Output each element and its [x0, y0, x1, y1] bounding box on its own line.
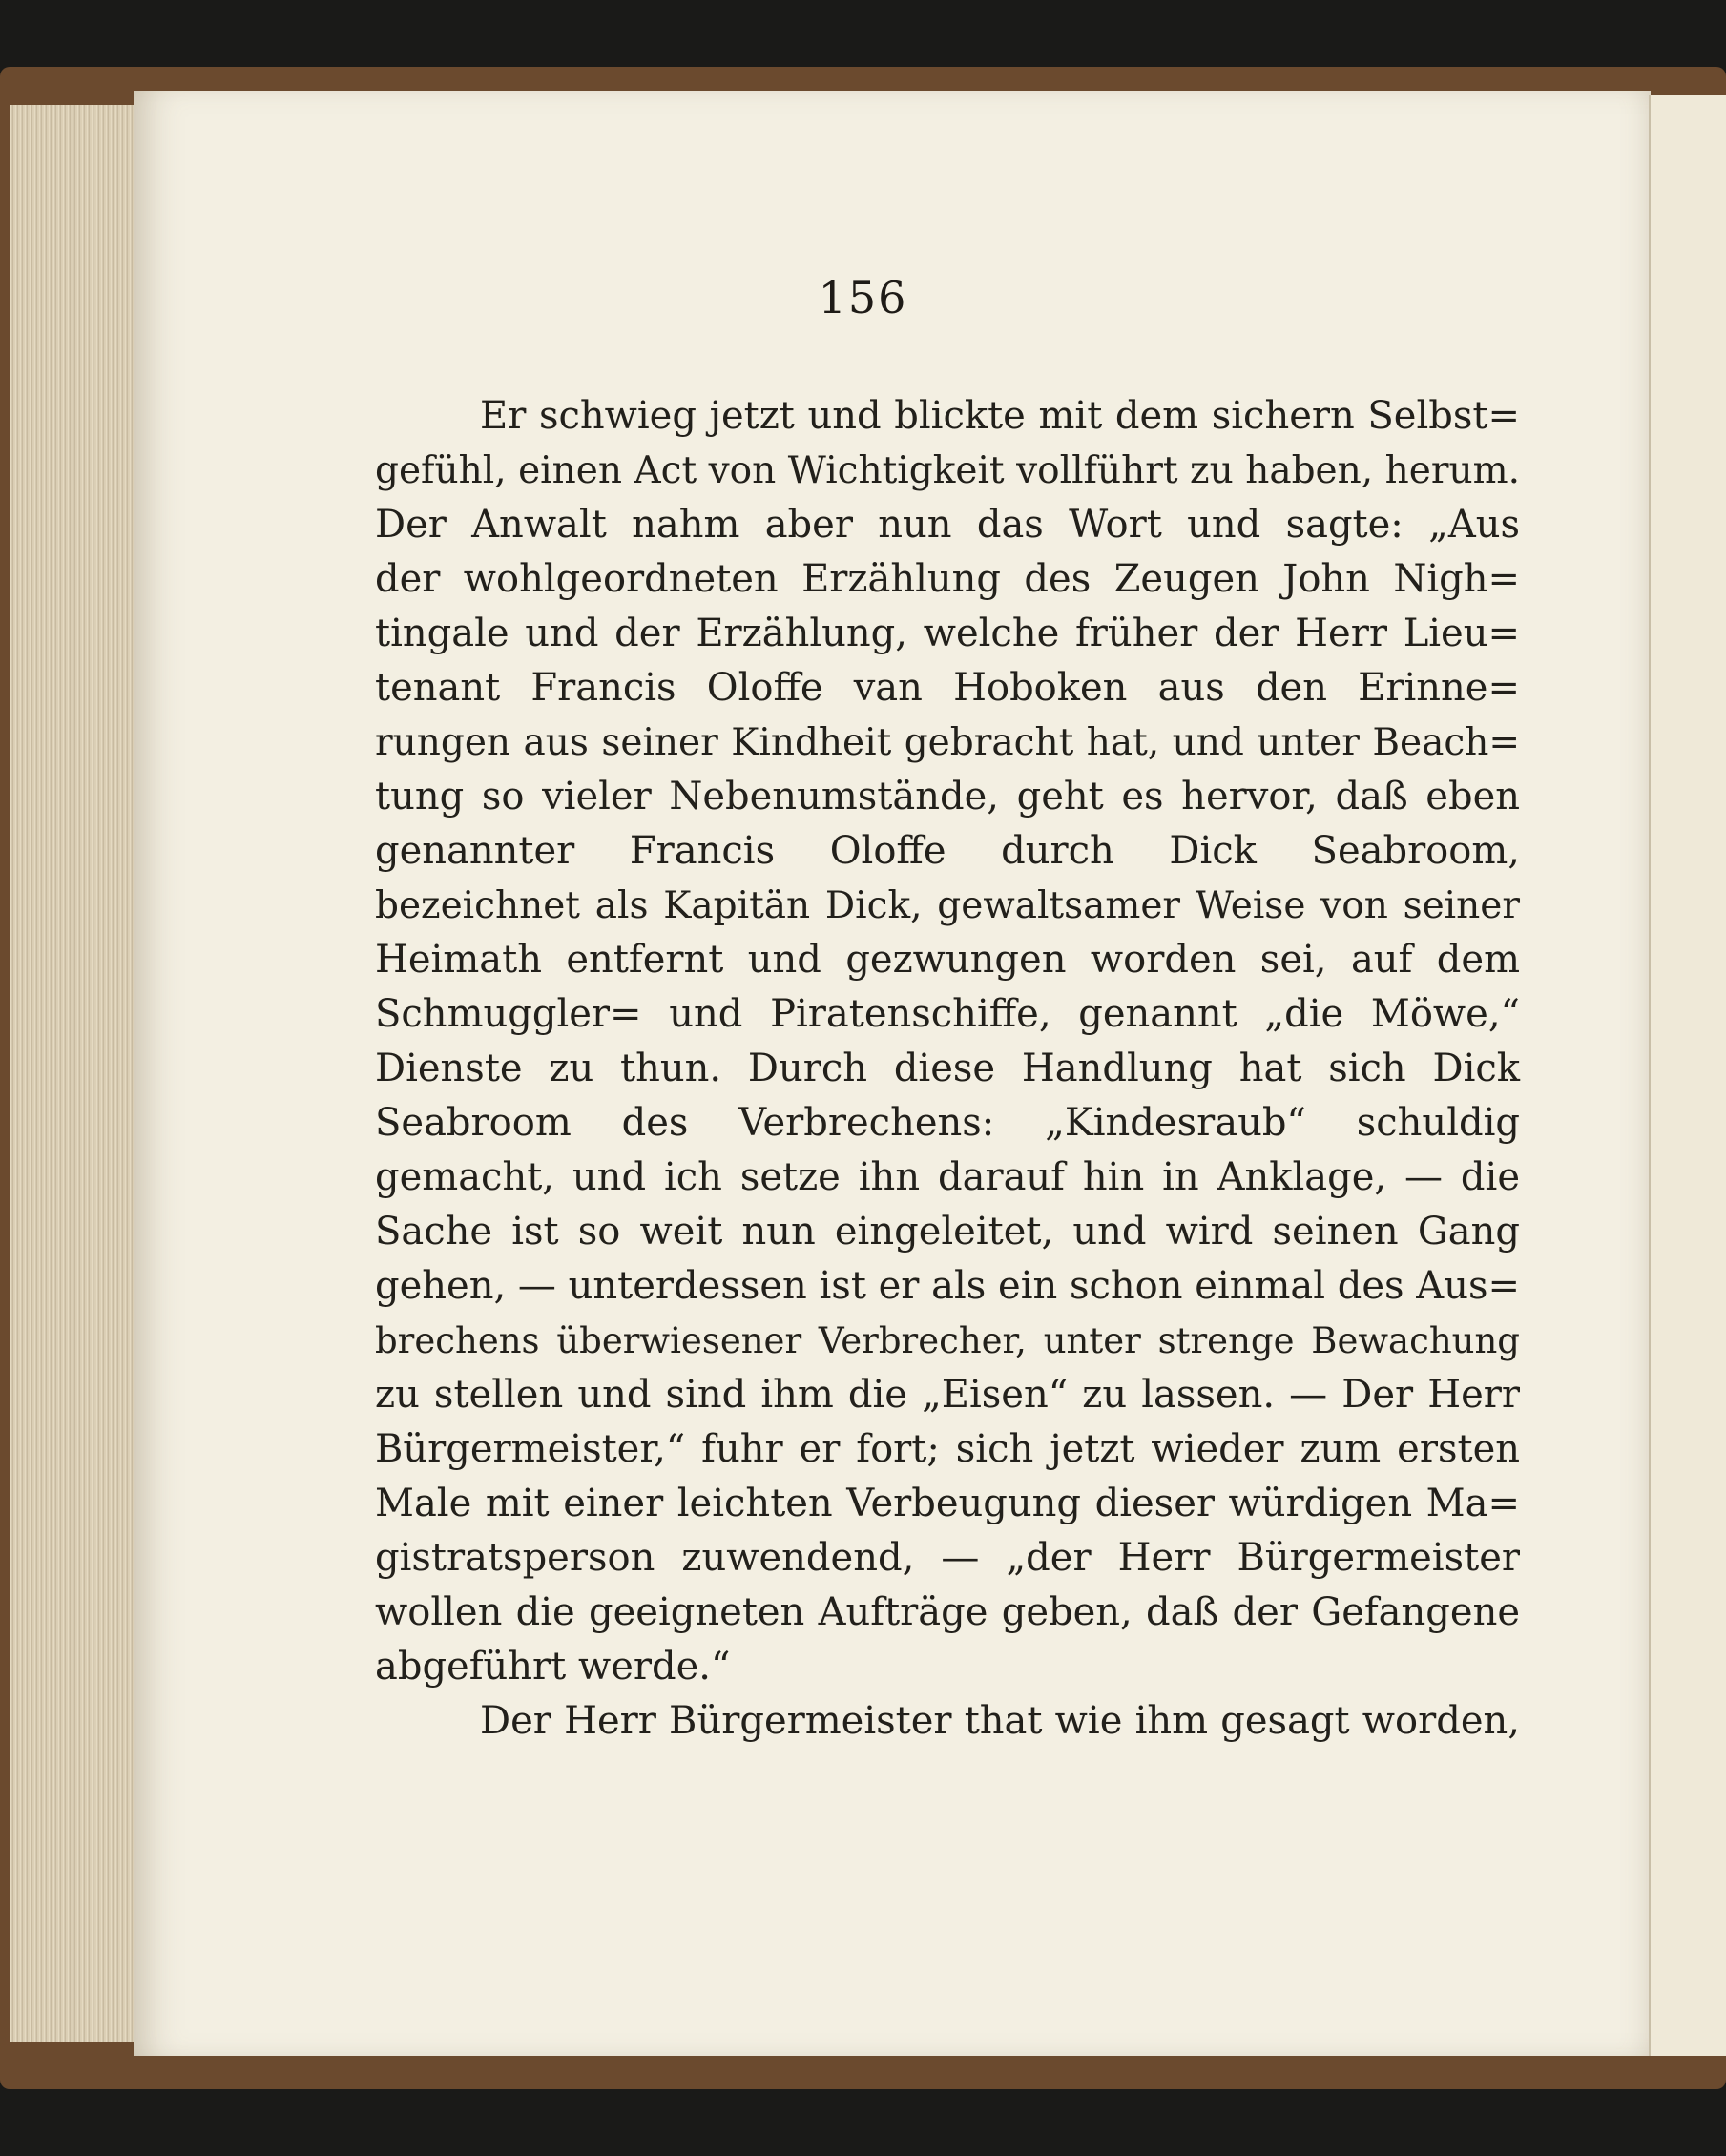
text-line: Sache ist so weit nun eingeleitet, und wird seinen Gang	[375, 1210, 1520, 1254]
facing-page-edge	[1649, 95, 1726, 2056]
text-line: Der Anwalt nahm aber nun das Wort und sagte: „Aus	[375, 503, 1520, 547]
text-line: Dienste zu thun. Durch diese Handlung hat sich Dick	[375, 1047, 1520, 1090]
text-line: rungen aus seiner Kindheit gebracht hat, und unter Beach=	[375, 721, 1520, 764]
text-line: tung so vieler Nebenumstände, geht es hervor, daß eben	[375, 775, 1520, 819]
text-line: gefühl, einen Act von Wichtigkeit vollführt zu haben, herum.	[375, 449, 1520, 492]
text-line: bezeichnet als Kapitän Dick, gewaltsamer Weise von seiner	[375, 884, 1520, 927]
text-line: gemacht, und ich setze ihn darauf hin in Anklage, — die	[375, 1155, 1520, 1199]
text-line: der wohlgeordneten Erzählung des Zeugen John Nigh=	[375, 557, 1520, 601]
text-line: tingale und der Erzählung, welche früher der Herr Lieu=	[375, 612, 1520, 655]
text-line: Seabroom des Verbrechens: „Kindesraub“ schuldig	[375, 1101, 1520, 1145]
text-line: Schmuggler= und Piratenschiffe, genannt „die Möwe,“	[375, 992, 1520, 1036]
text-line: abgeführt werde.“	[375, 1645, 731, 1689]
page-edges	[10, 105, 143, 2042]
text-line: gehen, — unterdessen ist er als ein schon einmal des Aus=	[375, 1264, 1520, 1308]
text-line: zu stellen und sind ihm die „Eisen“ zu lassen. — Der Herr	[375, 1373, 1520, 1417]
text-line: Bürgermeister,“ fuhr er fort; sich jetzt wieder zum ersten	[375, 1427, 1520, 1471]
text-line: wollen die geeigneten Aufträge geben, daß der Gefangene	[375, 1590, 1520, 1634]
text-line: Male mit einer leichten Verbeugung dieser würdigen Ma=	[375, 1482, 1520, 1525]
text-line: brechens überwiesener Verbrecher, unter strenge Bewachung	[375, 1320, 1520, 1361]
text-line: Er schwieg jetzt und blickte mit dem sichern Selbst=	[480, 394, 1520, 438]
body-text	[375, 389, 1520, 1749]
text-line: Der Herr Bürgermeister that wie ihm gesagt worden,	[480, 1699, 1520, 1743]
text-line: tenant Francis Oloffe van Hoboken aus den Erinne=	[375, 666, 1520, 710]
page-number: 156	[818, 272, 908, 323]
text-line: Heimath entfernt und gezwungen worden sei, auf dem	[375, 938, 1520, 982]
text-line: gistratsperson zuwendend, — „der Herr Bürgermeister	[375, 1536, 1520, 1580]
text-line: genannter Francis Oloffe durch Dick Seabroom,	[375, 829, 1520, 873]
